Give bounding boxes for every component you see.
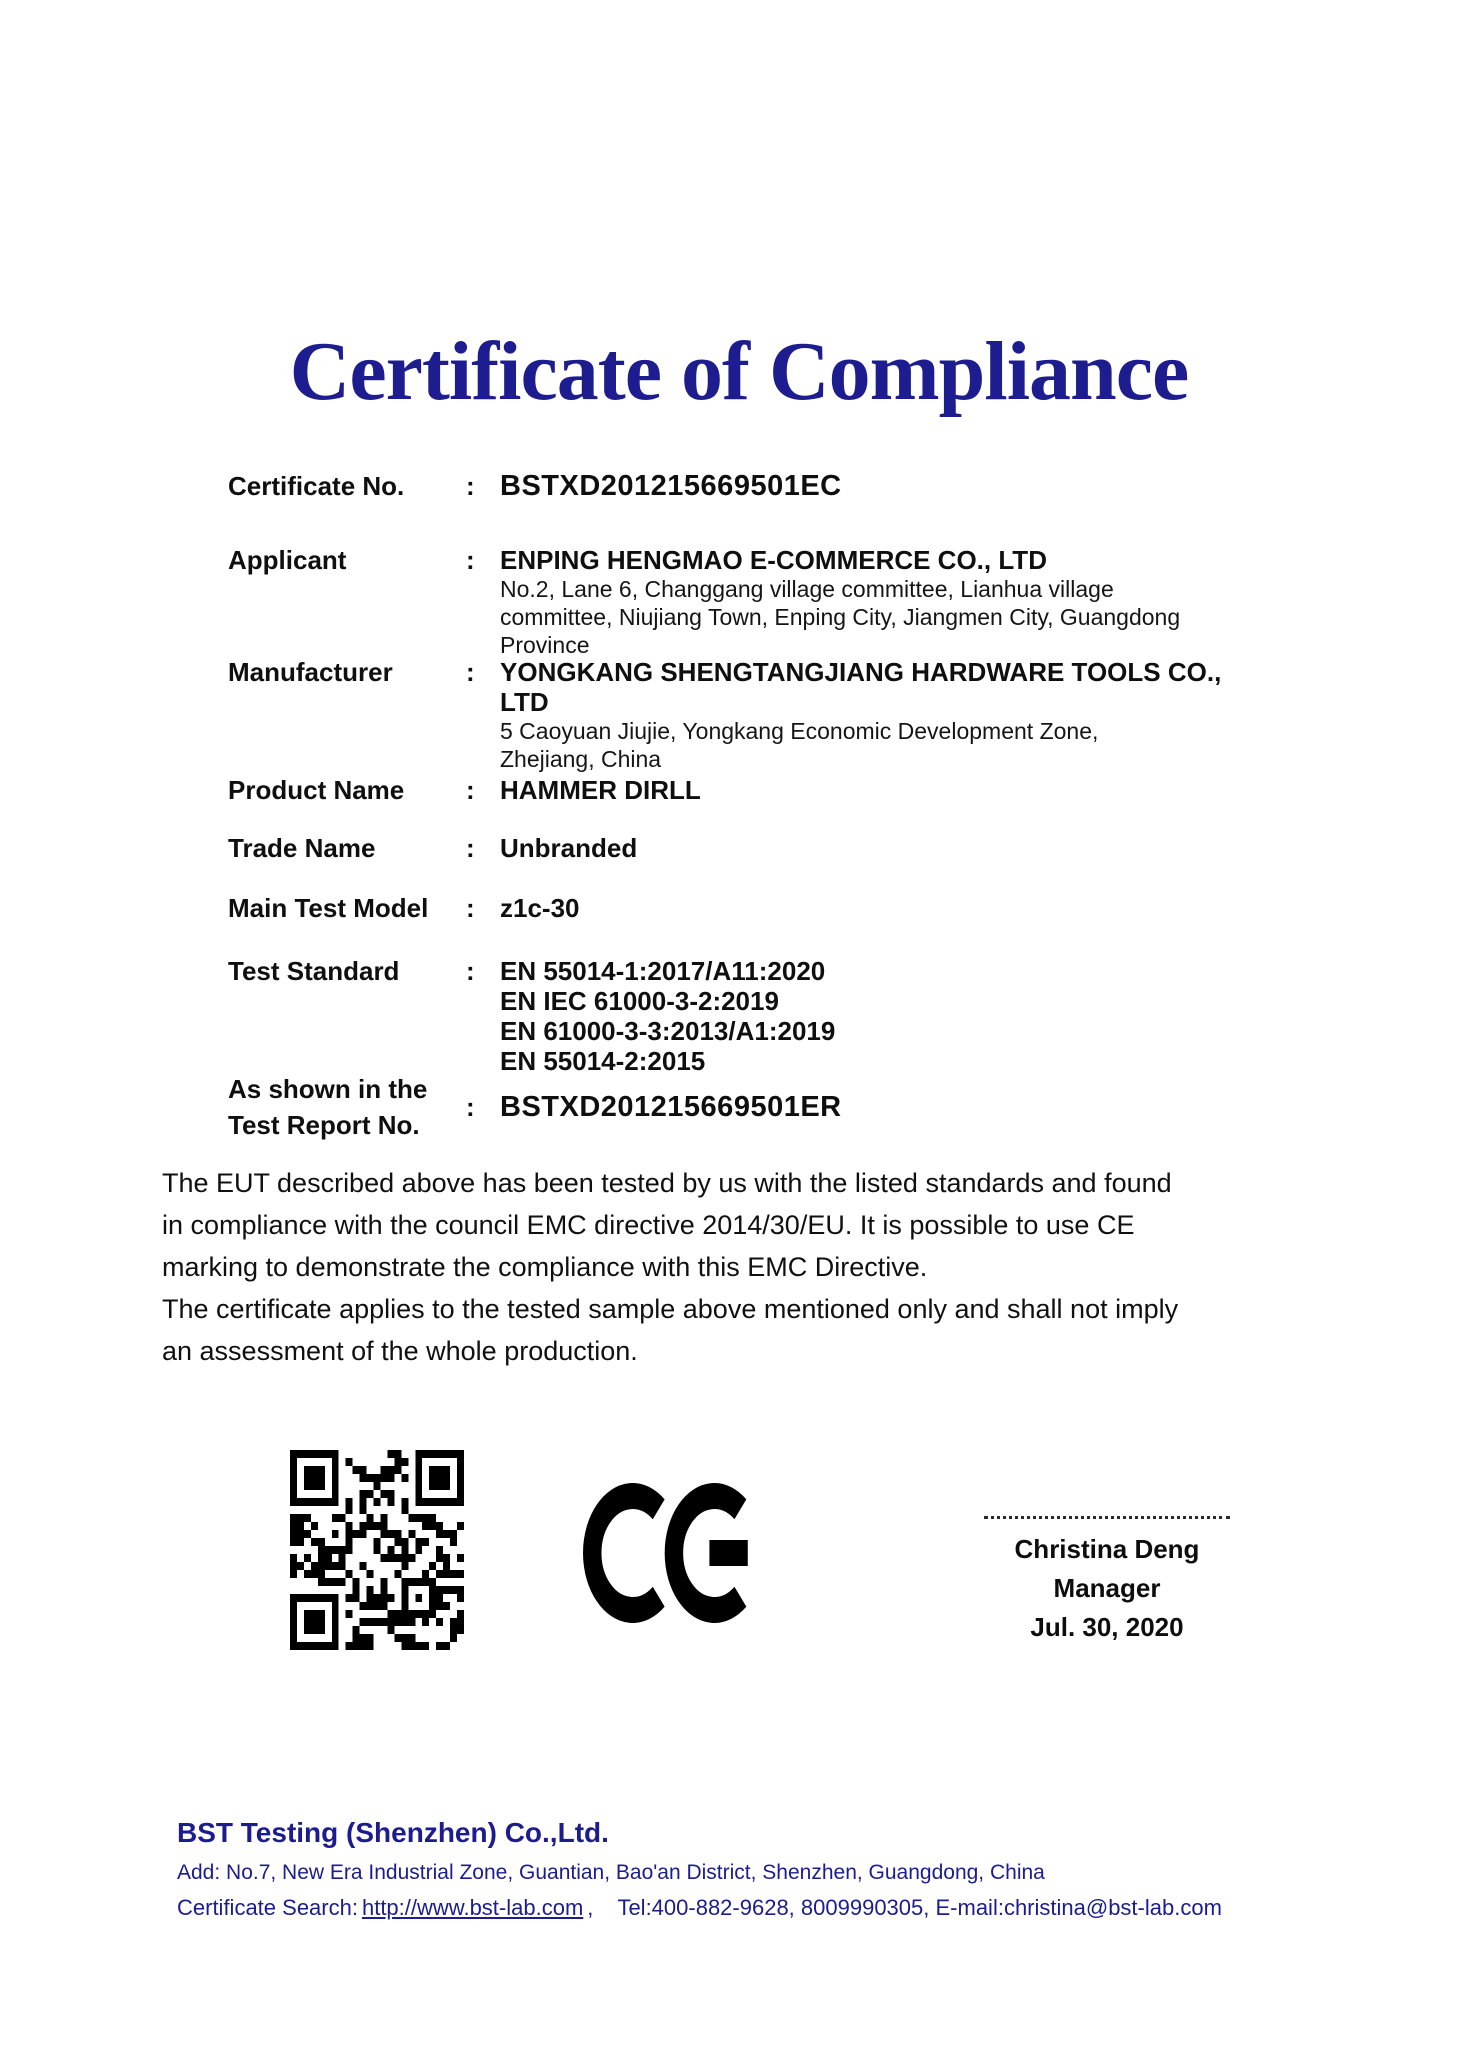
main-test-model-value: z1c-30: [500, 893, 580, 923]
ce-mark: [583, 1483, 757, 1623]
contact-info: , Tel:400-882-9628, 8009990305, E-mail:christina@bst-lab.com: [587, 1895, 1222, 1920]
statement-line: in compliance with the council EMC directive 2014/30/EU. It is possible to use CE: [162, 1210, 1135, 1240]
manufacturer-address-line: 5 Caoyuan Jiujie, Yongkang Economic Development Zone,: [500, 718, 1099, 744]
row-certificate-no: [228, 471, 1258, 501]
qr-code: [290, 1450, 464, 1650]
manufacturer-label: Manufacturer: [228, 657, 393, 687]
test-standard-item: EN 55014-2:2015: [500, 1046, 706, 1076]
certificate-title: Certificate of Compliance: [289, 325, 1189, 418]
colon: :: [466, 1092, 475, 1122]
lab-company-name: BST Testing (Shenzhen) Co.,Ltd.: [177, 1817, 609, 1848]
statement-line: an assessment of the whole production.: [162, 1336, 638, 1366]
product-name-label: Product Name: [228, 775, 405, 805]
trade-name-value: Unbranded: [500, 833, 638, 863]
ce-mark-icon: [583, 1483, 757, 1623]
row-test-report-no: [228, 1071, 1258, 1143]
test-standard-label: Test Standard: [228, 956, 400, 986]
compliance-statement: [162, 1162, 1342, 1372]
applicant-label: Applicant: [228, 545, 347, 575]
test-report-value: BSTXD201215669501ER: [500, 1091, 842, 1123]
signature-dotted-line: [984, 1516, 1230, 1519]
colon: :: [466, 775, 475, 805]
product-name-value: HAMMER DIRLL: [500, 775, 701, 805]
certificate-search-link[interactable]: http://www.bst-lab.com: [361, 1895, 584, 1920]
applicant-address-line: No.2, Lane 6, Changgang village committee, Lianhua village: [500, 576, 1114, 602]
row-test-standard: [228, 956, 1258, 1076]
signer-name: Christina Deng: [1014, 1534, 1200, 1564]
signature-block: [984, 1516, 1230, 1647]
certificate-search-label: Certificate Search:: [177, 1895, 358, 1920]
test-standard-item: EN 55014-1:2017/A11:2020: [500, 956, 826, 986]
row-trade-name: [228, 833, 1258, 863]
certificate-no-label: Certificate No.: [228, 471, 405, 501]
colon: :: [466, 471, 475, 501]
colon: :: [466, 893, 475, 923]
manufacturer-address-line: Zhejiang, China: [500, 746, 662, 772]
test-standard-item: EN 61000-3-3:2013/A1:2019: [500, 1016, 836, 1046]
applicant-address-line: committee, Niujiang Town, Enping City, Jiangmen City, Guangdong: [500, 604, 1181, 630]
test-report-label-line: As shown in the: [228, 1074, 428, 1104]
main-test-model-label: Main Test Model: [228, 893, 429, 923]
statement-line: marking to demonstrate the compliance with this EMC Directive.: [162, 1252, 928, 1282]
certificate-no-value: BSTXD201215669501EC: [500, 470, 842, 502]
trade-name-label: Trade Name: [228, 833, 376, 863]
colon: :: [466, 545, 475, 575]
manufacturer-value-line: YONGKANG SHENGTANGJIANG HARDWARE TOOLS CO.,: [500, 657, 1222, 687]
footer: [177, 1816, 1357, 1924]
applicant-address-line: Province: [500, 632, 590, 658]
certificate-search-line: [177, 1892, 1357, 1924]
colon: :: [466, 657, 475, 687]
signer-role: Manager: [1053, 1573, 1161, 1603]
lab-address: Add: No.7, New Era Industrial Zone, Guantian, Bao'an District, Shenzhen, Guangdong, China: [177, 1861, 1045, 1884]
applicant-value: ENPING HENGMAO E-COMMERCE CO., LTD: [500, 545, 1047, 575]
statement-line: The EUT described above has been tested by us with the listed standards and found: [162, 1168, 1172, 1198]
signature-date: Jul. 30, 2020: [1030, 1612, 1184, 1642]
row-applicant: [228, 545, 1258, 659]
colon: :: [466, 956, 475, 986]
row-main-test-model: [228, 893, 1258, 923]
manufacturer-value-line: LTD: [500, 687, 549, 717]
qr-code-icon: [290, 1450, 464, 1650]
row-product-name: [228, 775, 1258, 805]
test-report-label-line: Test Report No.: [228, 1110, 420, 1140]
test-standard-item: EN IEC 61000-3-2:2019: [500, 986, 779, 1016]
row-manufacturer: [228, 657, 1258, 773]
statement-line: The certificate applies to the tested sample above mentioned only and shall not imply: [162, 1294, 1179, 1324]
colon: :: [466, 833, 475, 863]
